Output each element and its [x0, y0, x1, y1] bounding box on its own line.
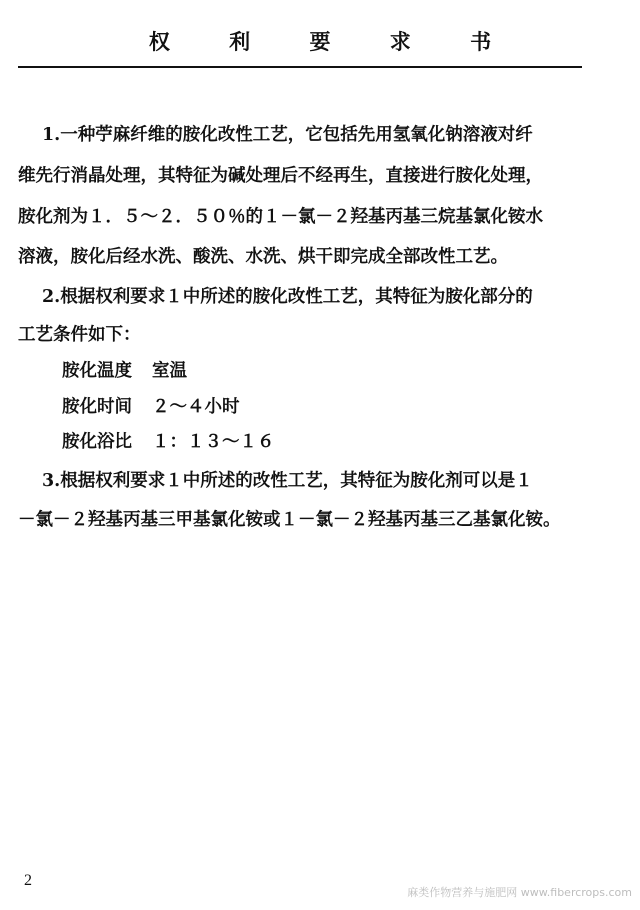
claim-2-line-2: 工艺条件如下：	[18, 325, 141, 345]
condition-label-time: 胺化时间	[62, 397, 132, 417]
watermark-text: 麻类作物营养与施肥网 www.fibercrops.com	[407, 886, 632, 899]
claim-1-line-1: 1.一种苧麻纤维的胺化改性工艺，它包括先用氢氧化钠溶液对纤	[42, 125, 533, 145]
claim-1-line-3: 胺化剂为１．５～２．５０％的１－氯－２羟基丙基三烷基氯化铵水	[18, 207, 543, 227]
claim-1-line-4: 溶液，胺化后经水洗、酸洗、水洗、烘干即完成全部改性工艺。	[18, 247, 508, 267]
condition-label-bath-ratio: 胺化浴比	[62, 432, 132, 452]
claim-1-line-2: 维先行消晶处理，其特征为碱处理后不经再生，直接进行胺化处理，	[18, 166, 543, 186]
page-title: 权 利 要 求 书	[148, 29, 518, 54]
condition-value-bath-ratio: １：１３～１６	[152, 432, 275, 452]
claim-3-line-1: 3.根据权利要求１中所述的改性工艺，其特征为胺化剂可以是１	[42, 471, 533, 491]
page-number: 2	[24, 872, 32, 889]
condition-label-temperature: 胺化温度	[62, 361, 132, 381]
condition-value-time: ２～４小时	[152, 397, 240, 417]
claim-3-line-2: －氯－２羟基丙基三甲基氯化铵或１－氯－２羟基丙基三乙基氯化铵。	[18, 510, 561, 530]
title-divider	[18, 66, 582, 68]
condition-value-temperature: 室温	[152, 361, 187, 381]
claim-2-line-1: 2.根据权利要求１中所述的胺化改性工艺，其特征为胺化部分的	[42, 287, 533, 307]
